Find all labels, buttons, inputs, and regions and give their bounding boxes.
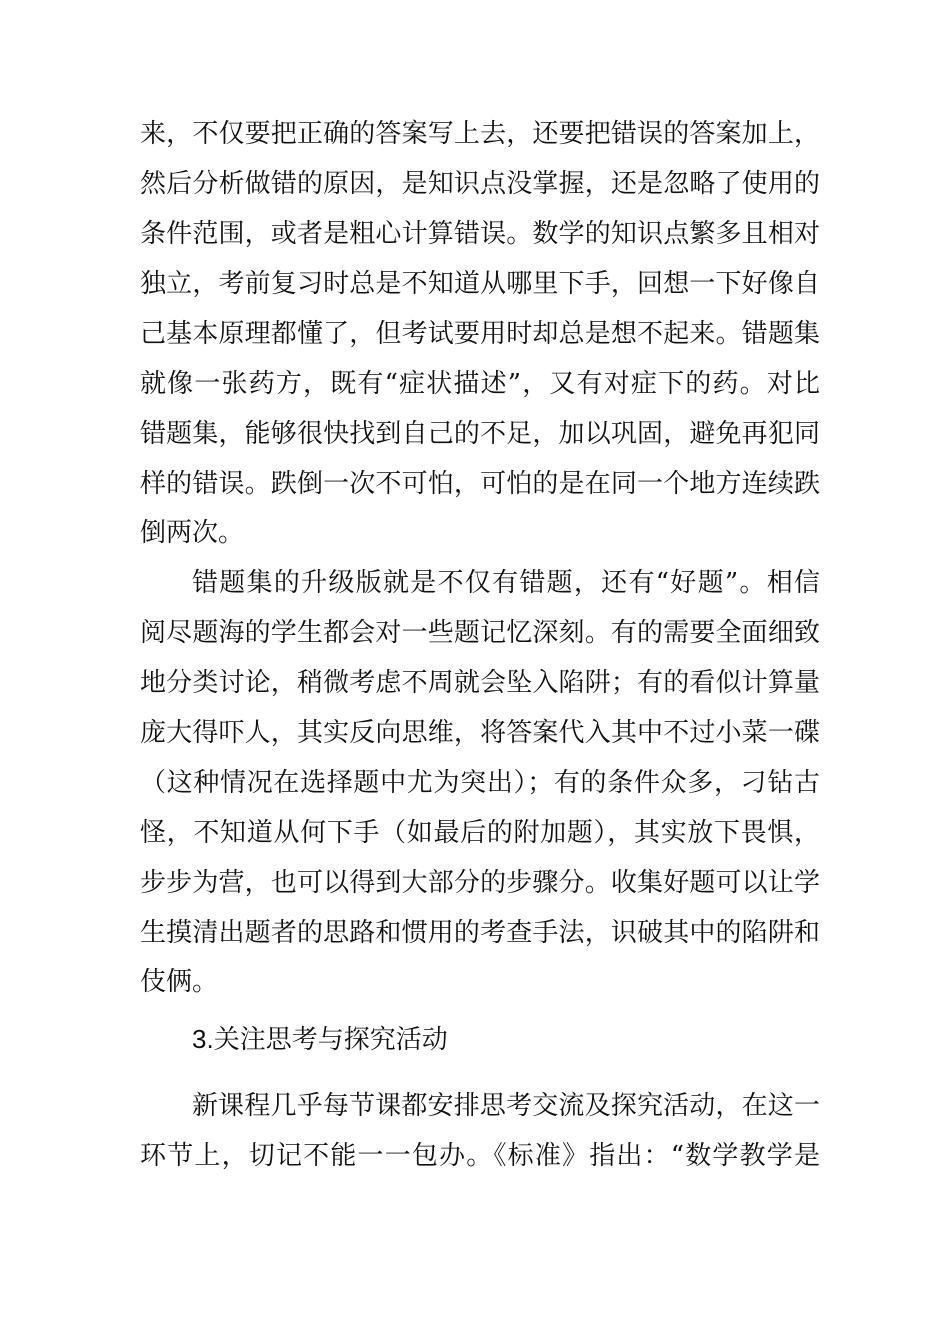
text-line: 步步为营，也可以得到大部分的步骤分。收集好题可以让学 [140,868,820,898]
text-line: 倒两次。 [140,518,245,548]
text-line: 伎俩。 [140,967,219,997]
text-line: 来，不仅要把正确的答案写上去，还要把错误的答案加上， [140,119,820,149]
text-line: 阅尽题海的学生都会对一些题记忆深刻。有的需要全面细致 [140,618,820,648]
text-line: 独立，考前复习时总是不知道从哪里下手，回想一下好像自 [140,269,820,299]
section-title: 关注思考与探究活动 [213,1025,448,1055]
text-line: 错题集的升级版就是不仅有错题，还有“好题”。相信 [192,568,820,598]
text-line: 错题集，能够很快找到自己的不足，加以巩固，避免再犯同 [140,419,820,449]
text-line: 环节上，切记不能一一包办。《标准》指出：“数学教学是 [140,1141,820,1171]
text-line: （这种情况在选择题中尤为突出）；有的条件众多，刁钻古 [140,768,820,798]
text-line: 地分类讨论，稍微考虑不周就会坠入陷阱；有的看似计算量 [140,668,820,698]
text-line: 己基本原理都懂了，但考试要用时却总是想不起来。错题集 [140,319,820,349]
text-line: 怪，不知道从何下手（如最后的附加题），其实放下畏惧， [140,818,820,848]
text-line: 生摸清出题者的思路和惯用的考查手法，识破其中的陷阱和 [140,918,820,948]
text-line: 新课程几乎每节课都安排思考交流及探究活动，在这一 [192,1091,820,1121]
section-number: 3. [192,1024,214,1054]
text-line: 就像一张药方，既有“症状描述”，又有对症下的药。对比 [140,369,820,399]
text-line: 条件范围，或者是粗心计算错误。数学的知识点繁多且相对 [140,219,820,249]
section-heading [192,1023,792,1056]
text-line: 庞大得吓人，其实反向思维，将答案代入其中不过小菜一碟 [140,718,820,748]
text-line: 然后分析做错的原因，是知识点没掌握，还是忽略了使用的 [140,169,820,199]
text-line: 样的错误。跌倒一次不可怕，可怕的是在同一个地方连续跌 [140,469,820,499]
